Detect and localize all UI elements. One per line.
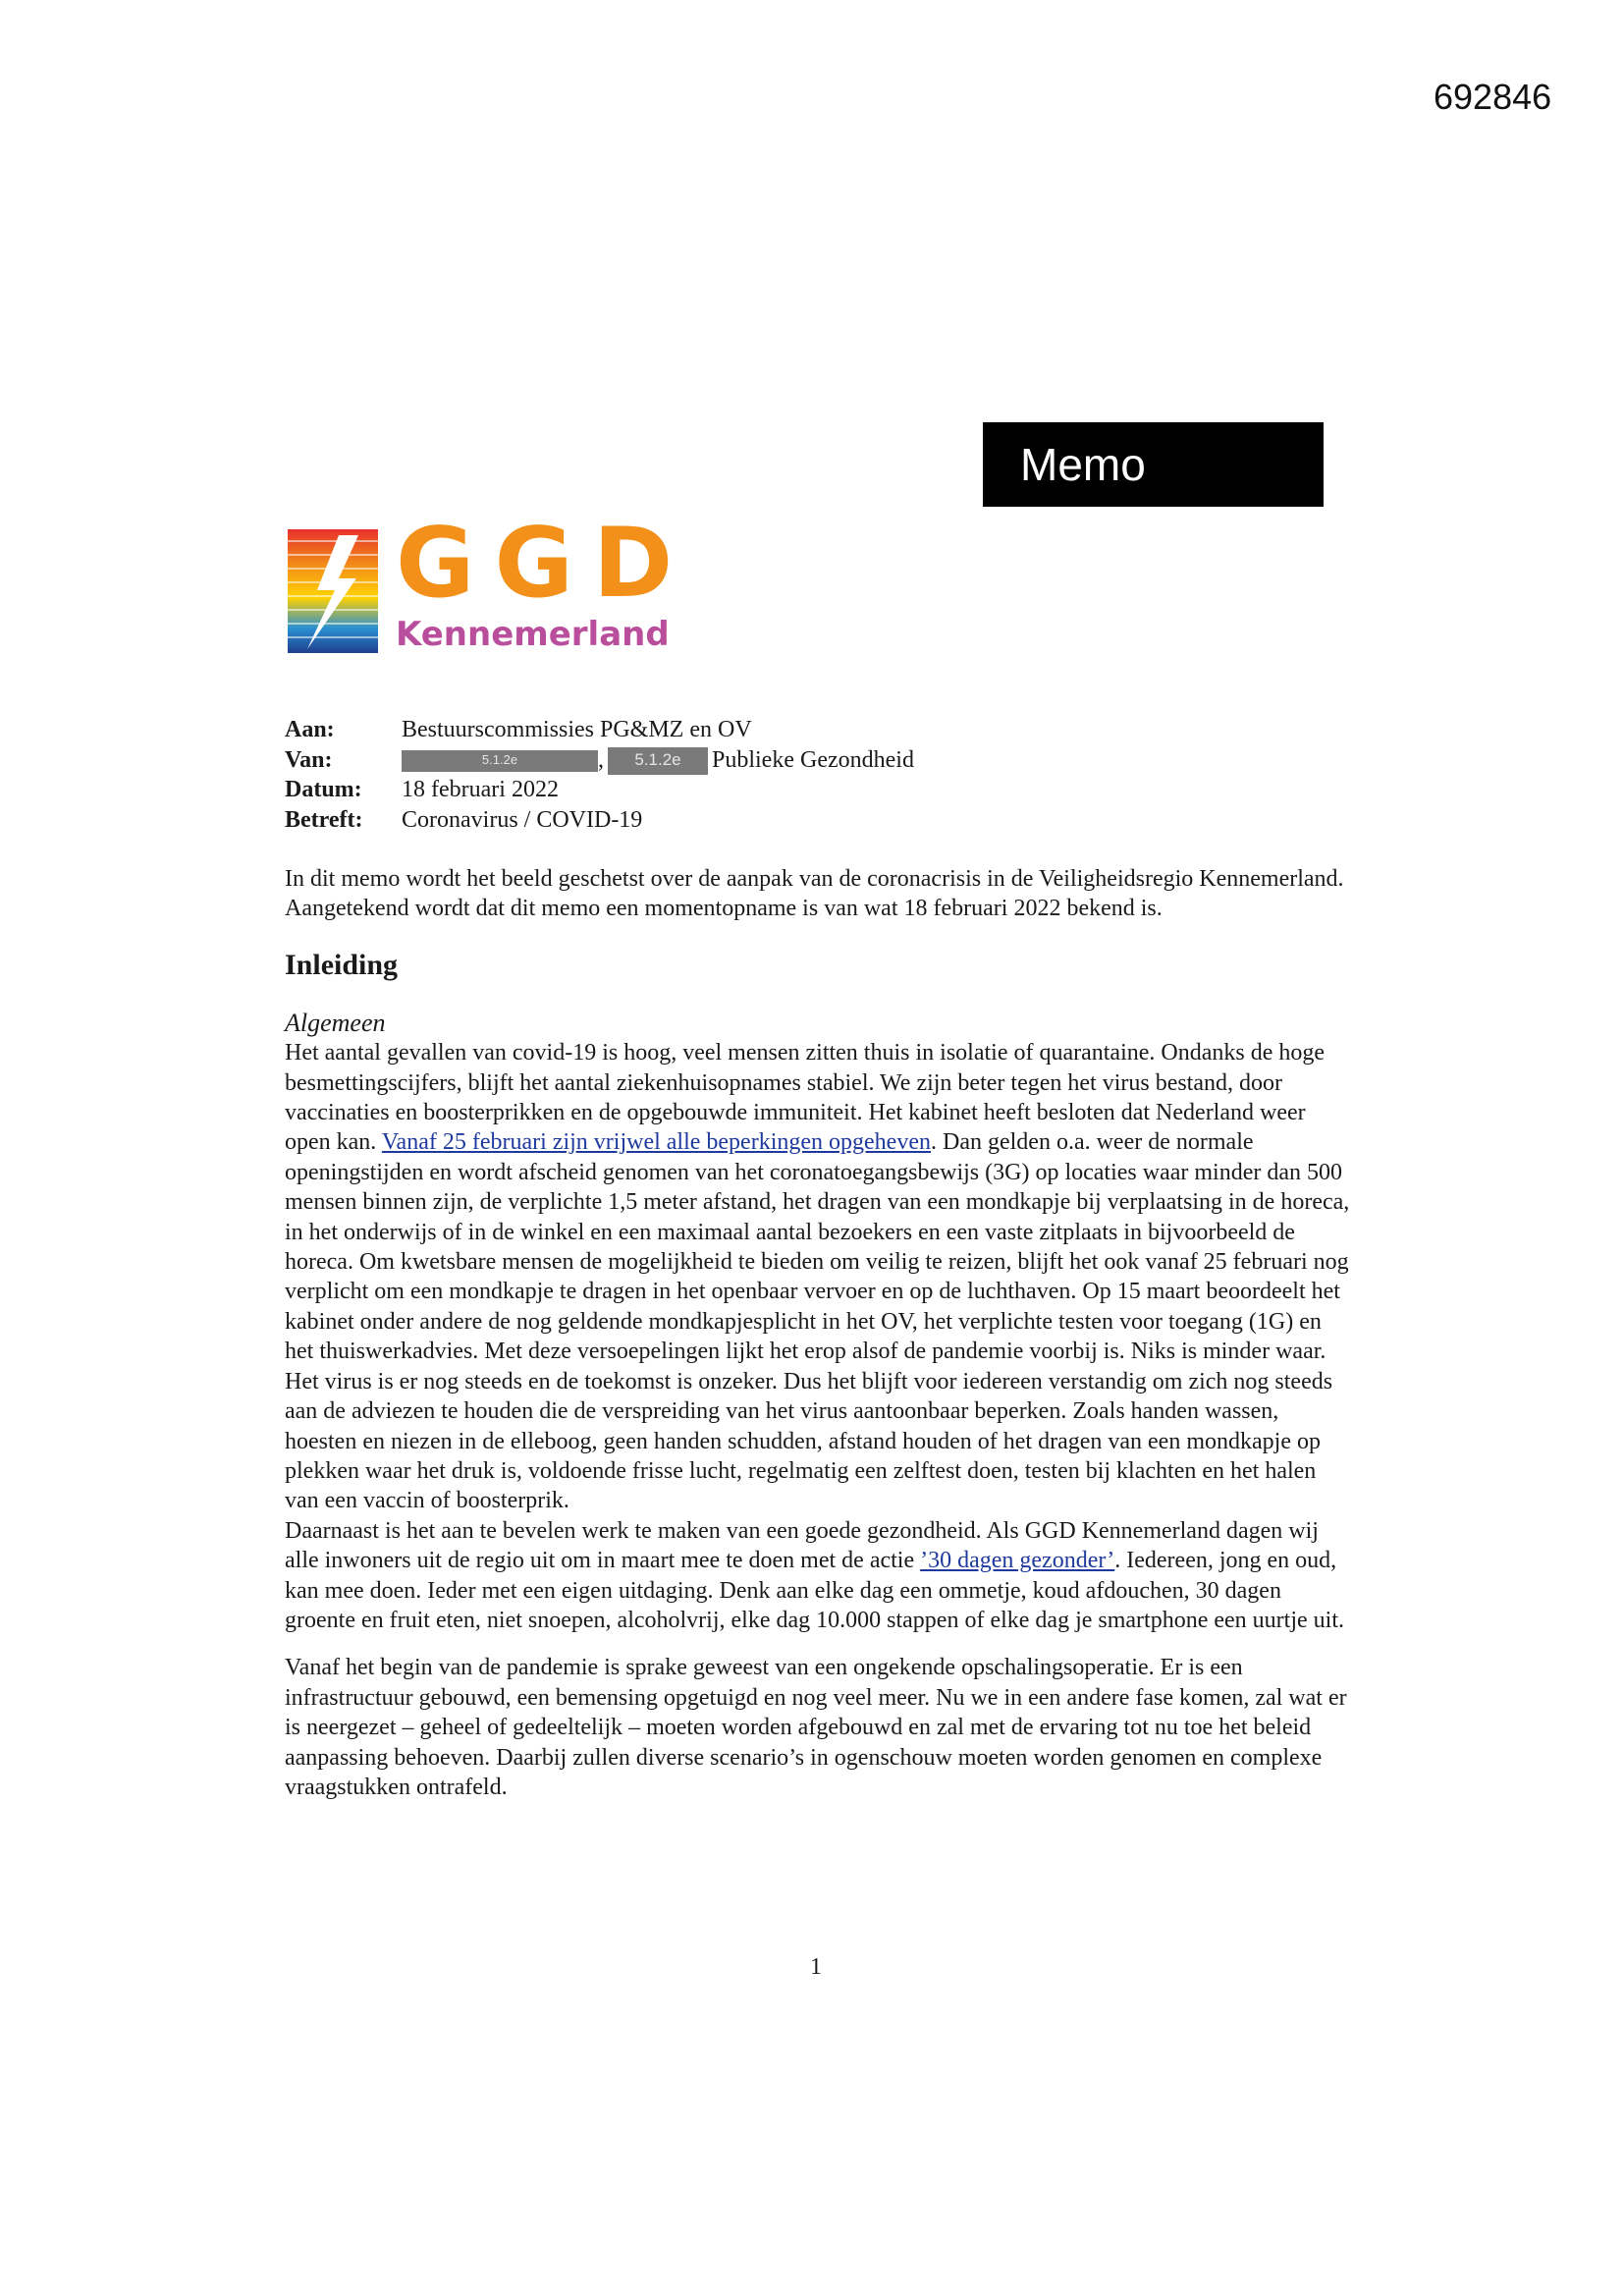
section-title: Inleiding xyxy=(285,948,399,981)
paragraph-text: Het aantal gevallen van covid-19 is hoog, veel mensen zitten thuis in isolatie of quarantaine. Ondanks de hoge besmettingscijfers, blijft het aantal ziekenhuisopnames stabiel. We zijn beter tegen het virus bestand, door vaccinaties en boosterprikken en de opgebouwde immuniteit. Het kabinet heeft besloten dat Nederland weer open kan. xyxy=(285,1040,1326,1156)
ggd-logo xyxy=(288,508,693,659)
header-row-from xyxy=(285,745,914,776)
memo-header xyxy=(285,715,914,835)
date-value: 18 februari 2022 xyxy=(402,777,559,802)
to-label: Aan: xyxy=(285,717,335,742)
paragraph-text: . Dan gelden o.a. weer de normale openingstijden en wordt afscheid genomen van het coronatoegangsbewijs (3G) op locaties waar minder dan 500 mensen binnen zijn, de verplichte 1,5 meter afstand, het dragen van een mondkapje bij verplaatsing in de horeca, in het onderwijs of in de winkel en een maximaal aantal bezoekers en een vaste zitplaats in bijvoorbeeld de horeca. Om kwetsbare mensen de mogelijkheid te bieden om veilig te reizen, blijft het ook vanaf 25 februari nog verplicht om een mondkapje te dragen in het openbaar vervoer en op de luchthaven. Op 15 maart beoordeelt het kabinet onder andere de nog geldende mondkapjesplicht in het OV, het verplichte testen voor toegang (1G) en het thuiswerkadvies. Met deze versoepelingen lijkt het erop alsof de pandemie voorbij is. Niks is minder waar. Het virus is er nog steeds en de toekomst is onzeker. Dus het blijft voor iedereen verstandig om zich nog steeds aan de adviezen te houden die de verspreiding van het virus aantoonbaar beperken. Zoals handen wassen, hoesten en niezen in de elleboog, geen handen schudden, afstand houden of het dragen van een mondkapje op plekken waar het druk is, voldoende frisse lucht, regelmatig een zelftest doen, testen bij klachten en het halen van een vaccin of boosterprik. xyxy=(285,1129,1350,1514)
logo-subtitle: Kennemerland xyxy=(396,615,670,654)
memo-label: Memo xyxy=(983,422,1324,507)
paragraph-text: . Iedereen, jong en oud, kan mee doen. Ieder met een eigen uitdaging. Denk aan elke dag een ommetje, koud afdouchen, 30 dagen groente en fruit eten, niet snoepen, alcoholvrij, elke dag 10.000 stappen of elke dag je smartphone een uurtje uit. xyxy=(285,1548,1344,1633)
paragraph-scaling: Vanaf het begin van de pandemie is sprake geweest van een ongekende opschalingsoperatie. Er is een infrastructuur gebouwd, een bemensing opgetuigd en nog veel meer. Nu we in een andere fase komen, zal wat er is neergezet – geheel of gedeeltelijk – moeten worden afgebouwd en zal met de ervaring tot nu toe het beleid aanpassing behoeven. Daarbij zullen diverse scenario’s in ogenschouw moeten worden genomen en complexe vraagstukken ontrafeld. xyxy=(285,1655,1347,1800)
paragraph-general xyxy=(285,1038,1355,1516)
logo-ggd-text: GGD xyxy=(396,508,693,620)
subject-label: Betreft: xyxy=(285,806,363,833)
header-row-to xyxy=(285,715,914,745)
redaction-block: 5.1.2e xyxy=(608,747,708,775)
document-id: 692846 xyxy=(1434,77,1552,117)
memo-body xyxy=(285,864,1355,1802)
subject-value: Coronavirus / COVID-19 xyxy=(402,806,643,833)
paragraph-text: Daarnaast is het aan te bevelen werk te maken van een goede gezondheid. Als GGD Kennemerland dagen wij alle inwoners uit de regio uit om in maart mee te doen met de actie xyxy=(285,1517,1319,1574)
header-row-date xyxy=(285,775,914,805)
ggd-logo-mark-icon xyxy=(288,529,378,653)
to-value: Bestuurscommissies PG&MZ en OV xyxy=(402,717,752,742)
date-label: Datum: xyxy=(285,777,362,802)
restrictions-lifted-link[interactable]: Vanaf 25 februari zijn vrijwel alle beperkingen opgeheven xyxy=(381,1129,931,1156)
from-label: Van: xyxy=(285,746,333,773)
page-number: 1 xyxy=(810,1954,822,1980)
thirty-days-healthier-link[interactable]: ’30 dagen gezonder’ xyxy=(920,1548,1115,1574)
paragraph-health xyxy=(285,1516,1355,1636)
redaction-block: 5.1.2e xyxy=(402,750,598,772)
header-row-subject xyxy=(285,805,914,836)
intro-paragraph: In dit memo wordt het beeld geschetst over de aanpak van de coronacrisis in de Veiligheidsregio Kennemerland. Aangetekend wordt dat dit memo een momentopname is van wat 18 februari 2022 bekend is. xyxy=(285,866,1344,922)
subsection-title: Algemeen xyxy=(285,1008,386,1037)
from-value: Publieke Gezondheid xyxy=(712,746,914,773)
from-comma: , xyxy=(598,746,604,773)
from-value-group xyxy=(402,745,914,776)
